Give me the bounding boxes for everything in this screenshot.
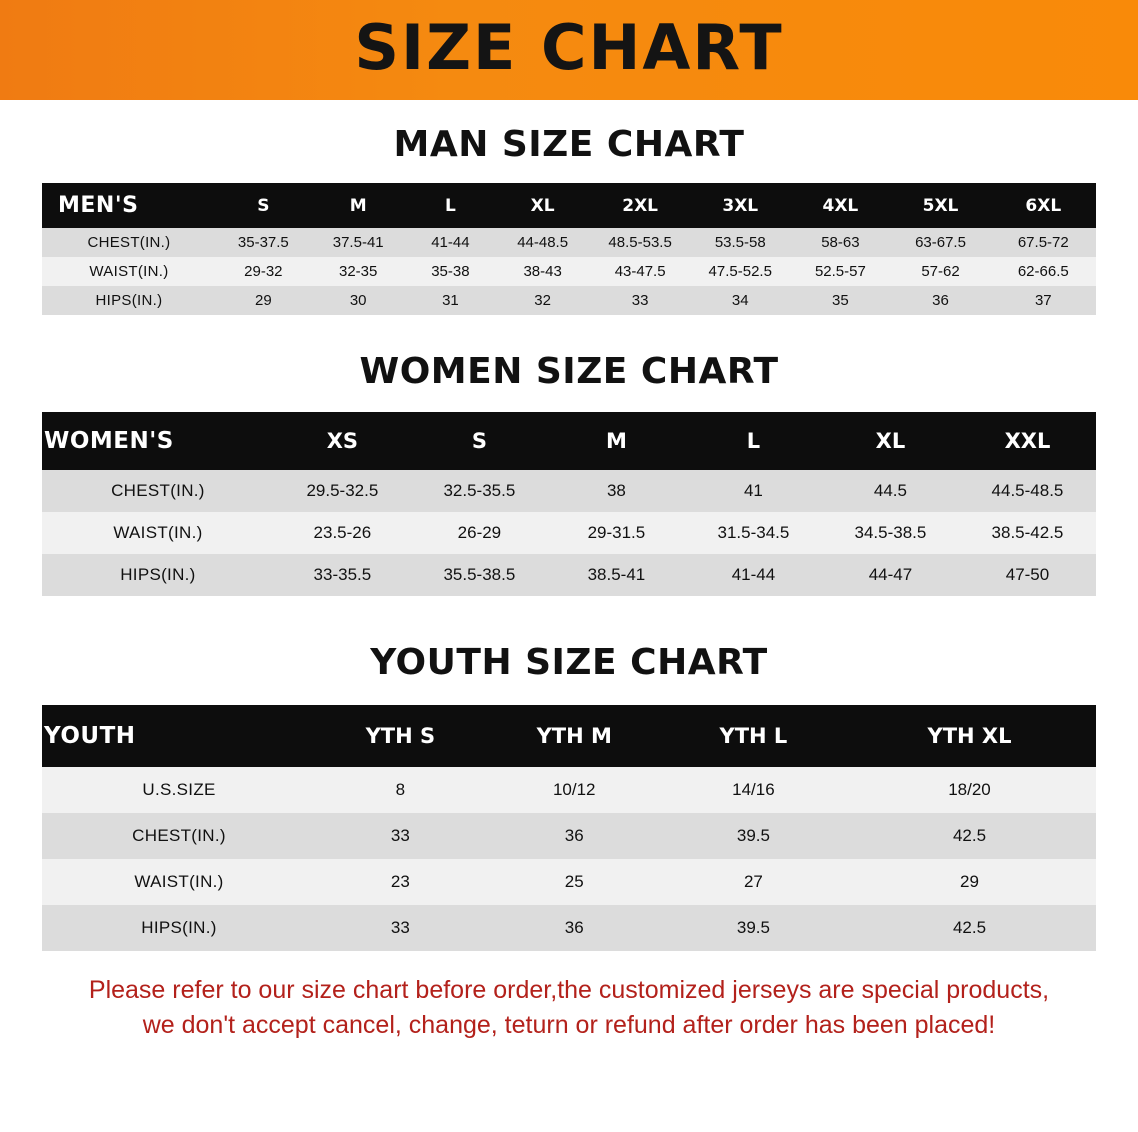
cell: 67.5-72 [991, 228, 1096, 257]
table-row [42, 554, 1096, 596]
cell: 44-48.5 [495, 228, 590, 257]
col-header-xs: XS [274, 412, 411, 470]
cell: 53.5-58 [690, 228, 790, 257]
cell: 23 [316, 859, 485, 905]
row-label-us-size: U.S.SIZE [42, 767, 316, 813]
man-section-heading: MAN SIZE CHART [393, 124, 745, 165]
col-header-yth-s: YTH S [316, 705, 485, 767]
page-title: SIZE CHART [354, 11, 784, 84]
cell: 62-66.5 [991, 257, 1096, 286]
cell: 37 [991, 286, 1096, 315]
cell: 23.5-26 [274, 512, 411, 554]
cell: 29-32 [216, 257, 311, 286]
cell: 14/16 [664, 767, 843, 813]
col-header-l: L [406, 183, 496, 228]
youth-section-heading: YOUTH SIZE CHART [370, 642, 768, 683]
cell: 10/12 [485, 767, 664, 813]
table-row [42, 905, 1096, 951]
table-row [42, 813, 1096, 859]
row-label-chest: CHEST(IN.) [42, 228, 216, 257]
cell: 36 [485, 813, 664, 859]
cell: 43-47.5 [590, 257, 690, 286]
col-header-xxl: XXL [959, 412, 1096, 470]
cell: 41-44 [685, 554, 822, 596]
table-row [42, 286, 1096, 315]
row-label-hips: HIPS(IN.) [42, 905, 316, 951]
women-table-wrap [42, 412, 1096, 596]
cell: 25 [485, 859, 664, 905]
cell: 29-31.5 [548, 512, 685, 554]
cell: 35-38 [406, 257, 496, 286]
col-header-s: S [216, 183, 311, 228]
col-header-3xl: 3XL [690, 183, 790, 228]
col-header-5xl: 5XL [890, 183, 990, 228]
cell: 34 [690, 286, 790, 315]
col-header-xl: XL [495, 183, 590, 228]
col-header-womens: WOMEN'S [42, 412, 274, 470]
cell: 38 [548, 470, 685, 512]
cell: 39.5 [664, 905, 843, 951]
cell: 31 [406, 286, 496, 315]
cell: 41-44 [406, 228, 496, 257]
cell: 35.5-38.5 [411, 554, 548, 596]
col-header-4xl: 4XL [790, 183, 890, 228]
table-row [42, 859, 1096, 905]
cell: 35-37.5 [216, 228, 311, 257]
cell: 42.5 [843, 813, 1096, 859]
table-row [42, 228, 1096, 257]
policy-note-line2: we don't accept cancel, change, teturn or refund after order has been placed! [142, 1010, 996, 1039]
row-label-chest: CHEST(IN.) [42, 470, 274, 512]
table-header-row [42, 412, 1096, 470]
row-label-waist: WAIST(IN.) [42, 512, 274, 554]
cell: 29 [843, 859, 1096, 905]
row-label-waist: WAIST(IN.) [42, 257, 216, 286]
cell: 29.5-32.5 [274, 470, 411, 512]
cell: 32-35 [311, 257, 406, 286]
youth-size-table [42, 705, 1096, 951]
table-row [42, 257, 1096, 286]
cell: 48.5-53.5 [590, 228, 690, 257]
cell: 27 [664, 859, 843, 905]
row-label-waist: WAIST(IN.) [42, 859, 316, 905]
table-row [42, 512, 1096, 554]
cell: 39.5 [664, 813, 843, 859]
cell: 32 [495, 286, 590, 315]
cell: 18/20 [843, 767, 1096, 813]
banner [0, 0, 1138, 100]
col-header-yth-xl: YTH XL [843, 705, 1096, 767]
cell: 44.5 [822, 470, 959, 512]
youth-table-wrap [42, 705, 1096, 951]
cell: 32.5-35.5 [411, 470, 548, 512]
cell: 63-67.5 [890, 228, 990, 257]
cell: 33 [316, 813, 485, 859]
col-header-s: S [411, 412, 548, 470]
cell: 42.5 [843, 905, 1096, 951]
cell: 58-63 [790, 228, 890, 257]
policy-note [40, 973, 1098, 1042]
cell: 47-50 [959, 554, 1096, 596]
cell: 41 [685, 470, 822, 512]
cell: 44-47 [822, 554, 959, 596]
row-label-chest: CHEST(IN.) [42, 813, 316, 859]
col-header-2xl: 2XL [590, 183, 690, 228]
table-row [42, 767, 1096, 813]
cell: 57-62 [890, 257, 990, 286]
row-label-hips: HIPS(IN.) [42, 554, 274, 596]
policy-note-line1: Please refer to our size chart before order,the customized jerseys are special products, [88, 976, 1050, 1004]
col-header-m: M [311, 183, 406, 228]
cell: 33-35.5 [274, 554, 411, 596]
cell: 8 [316, 767, 485, 813]
cell: 33 [316, 905, 485, 951]
col-header-yth-l: YTH L [664, 705, 843, 767]
table-header-row [42, 183, 1096, 228]
table-row [42, 470, 1096, 512]
col-header-m: M [548, 412, 685, 470]
col-header-yth-m: YTH M [485, 705, 664, 767]
women-size-table [42, 412, 1096, 596]
cell: 33 [590, 286, 690, 315]
cell: 37.5-41 [311, 228, 406, 257]
row-label-hips: HIPS(IN.) [42, 286, 216, 315]
cell: 44.5-48.5 [959, 470, 1096, 512]
cell: 30 [311, 286, 406, 315]
cell: 26-29 [411, 512, 548, 554]
col-header-l: L [685, 412, 822, 470]
cell: 38-43 [495, 257, 590, 286]
col-header-6xl: 6XL [991, 183, 1096, 228]
cell: 36 [485, 905, 664, 951]
cell: 36 [890, 286, 990, 315]
col-header-xl: XL [822, 412, 959, 470]
col-header-youth: YOUTH [42, 705, 316, 767]
man-table-wrap [42, 183, 1096, 315]
cell: 34.5-38.5 [822, 512, 959, 554]
cell: 38.5-42.5 [959, 512, 1096, 554]
cell: 29 [216, 286, 311, 315]
cell: 52.5-57 [790, 257, 890, 286]
cell: 31.5-34.5 [685, 512, 822, 554]
cell: 38.5-41 [548, 554, 685, 596]
women-section-heading: WOMEN SIZE CHART [359, 351, 779, 392]
cell: 35 [790, 286, 890, 315]
table-header-row [42, 705, 1096, 767]
man-size-table [42, 183, 1096, 315]
cell: 47.5-52.5 [690, 257, 790, 286]
col-header-mens: MEN'S [42, 183, 216, 228]
